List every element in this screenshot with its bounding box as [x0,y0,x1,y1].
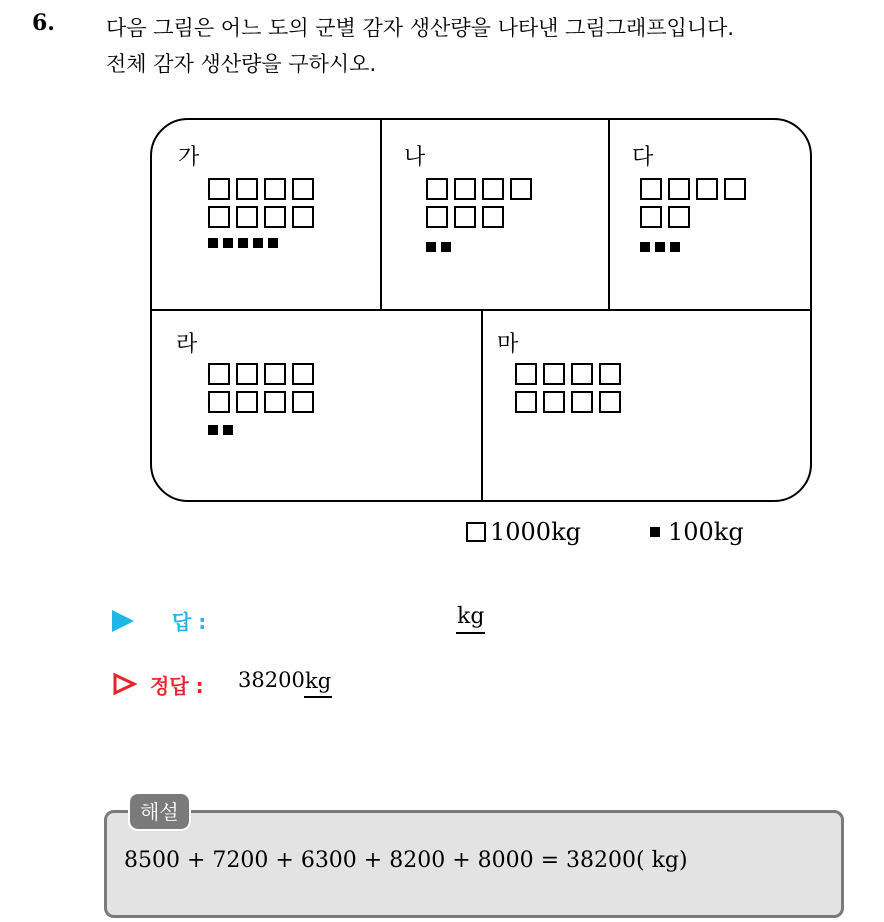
big-symbol-1000kg [668,206,690,228]
big-symbol-1000kg [426,178,448,200]
region-na [382,120,610,311]
big-symbol-1000kg [599,363,621,385]
big-symbol-1000kg [482,178,504,200]
small-symbol-100kg [670,242,680,252]
big-symbol-row [426,178,532,200]
big-symbol-row [515,391,621,413]
big-symbol-1000kg [292,391,314,413]
big-symbol-1000kg [668,178,690,200]
big-symbol-1000kg [696,178,718,200]
answer-arrow-icon [112,610,134,632]
small-square-icon [650,527,660,537]
big-symbol-1000kg [510,178,532,200]
answer-unit[interactable]: kg [456,604,485,634]
small-symbol-100kg [640,242,650,252]
big-symbol-1000kg [599,391,621,413]
big-symbol-1000kg [264,178,286,200]
explanation-tab: 해설 [128,792,191,831]
small-symbol-100kg [208,425,218,435]
big-symbol-row [208,391,314,413]
big-symbol-1000kg [426,206,448,228]
small-symbol-100kg [238,238,248,248]
small-symbol-100kg [253,238,263,248]
legend-small-label: 100kg [668,518,744,546]
question-text [106,10,734,82]
small-symbol-100kg [655,242,665,252]
small-symbol-row [640,242,680,252]
answer-label: 답 : [172,610,207,634]
big-symbol-1000kg [571,363,593,385]
big-symbol-1000kg [208,178,230,200]
correct-unit: kg [304,668,332,698]
legend-big [466,518,581,546]
big-symbol-row [208,178,314,200]
big-symbol-row [640,206,690,228]
big-symbol-1000kg [208,206,230,228]
big-symbol-1000kg [292,363,314,385]
region-name: 다 [632,145,654,170]
big-symbol-1000kg [543,363,565,385]
big-symbol-1000kg [236,391,258,413]
big-symbol-1000kg [292,178,314,200]
question-line-2: 전체 감자 생산량을 구하시오. [106,52,377,76]
legend-big-label: 1000kg [490,518,581,546]
big-symbol-1000kg [515,363,537,385]
small-symbol-100kg [441,242,451,252]
big-symbol-1000kg [264,206,286,228]
correct-value: 38200 [238,668,305,692]
big-symbol-row [640,178,746,200]
big-symbol-1000kg [454,206,476,228]
question-number: 6. [32,10,55,36]
big-symbol-1000kg [454,178,476,200]
big-symbol-1000kg [264,391,286,413]
big-symbol-1000kg [236,363,258,385]
big-symbol-row [515,363,621,385]
small-symbol-100kg [223,238,233,248]
explanation-equation: 8500 + 7200 + 6300 + 8200 + 8000 = 38200( kg) [124,848,688,873]
region-ra [152,311,483,502]
small-symbol-100kg [208,238,218,248]
correct-arrow-icon [112,672,138,696]
big-symbol-1000kg [264,363,286,385]
small-symbol-100kg [223,425,233,435]
big-symbol-row [208,206,314,228]
legend-small [650,518,744,546]
question-line-1: 다음 그림은 어느 도의 군별 감자 생산량을 나타낸 그림그래프입니다. [106,16,735,40]
region-ma [483,311,812,502]
big-symbol-1000kg [208,391,230,413]
small-symbol-100kg [268,238,278,248]
big-square-icon [466,522,486,542]
region-name: 마 [497,332,519,357]
big-symbol-1000kg [482,206,504,228]
big-symbol-1000kg [236,178,258,200]
big-symbol-1000kg [724,178,746,200]
big-symbol-row [208,363,314,385]
big-symbol-1000kg [208,363,230,385]
big-symbol-1000kg [640,178,662,200]
big-symbol-1000kg [292,206,314,228]
small-symbol-row [426,242,451,252]
big-symbol-row [426,206,504,228]
small-symbol-row [208,425,233,435]
big-symbol-1000kg [543,391,565,413]
small-symbol-row [208,238,278,248]
correct-label: 정답 : [150,674,204,698]
big-symbol-1000kg [236,206,258,228]
small-symbol-100kg [426,242,436,252]
region-name: 가 [178,145,200,170]
region-name: 나 [404,145,426,170]
picture-graph [150,118,812,502]
region-da [610,120,812,311]
big-symbol-1000kg [515,391,537,413]
region-ga [152,120,382,311]
region-name: 라 [176,332,198,357]
big-symbol-1000kg [640,206,662,228]
big-symbol-1000kg [571,391,593,413]
